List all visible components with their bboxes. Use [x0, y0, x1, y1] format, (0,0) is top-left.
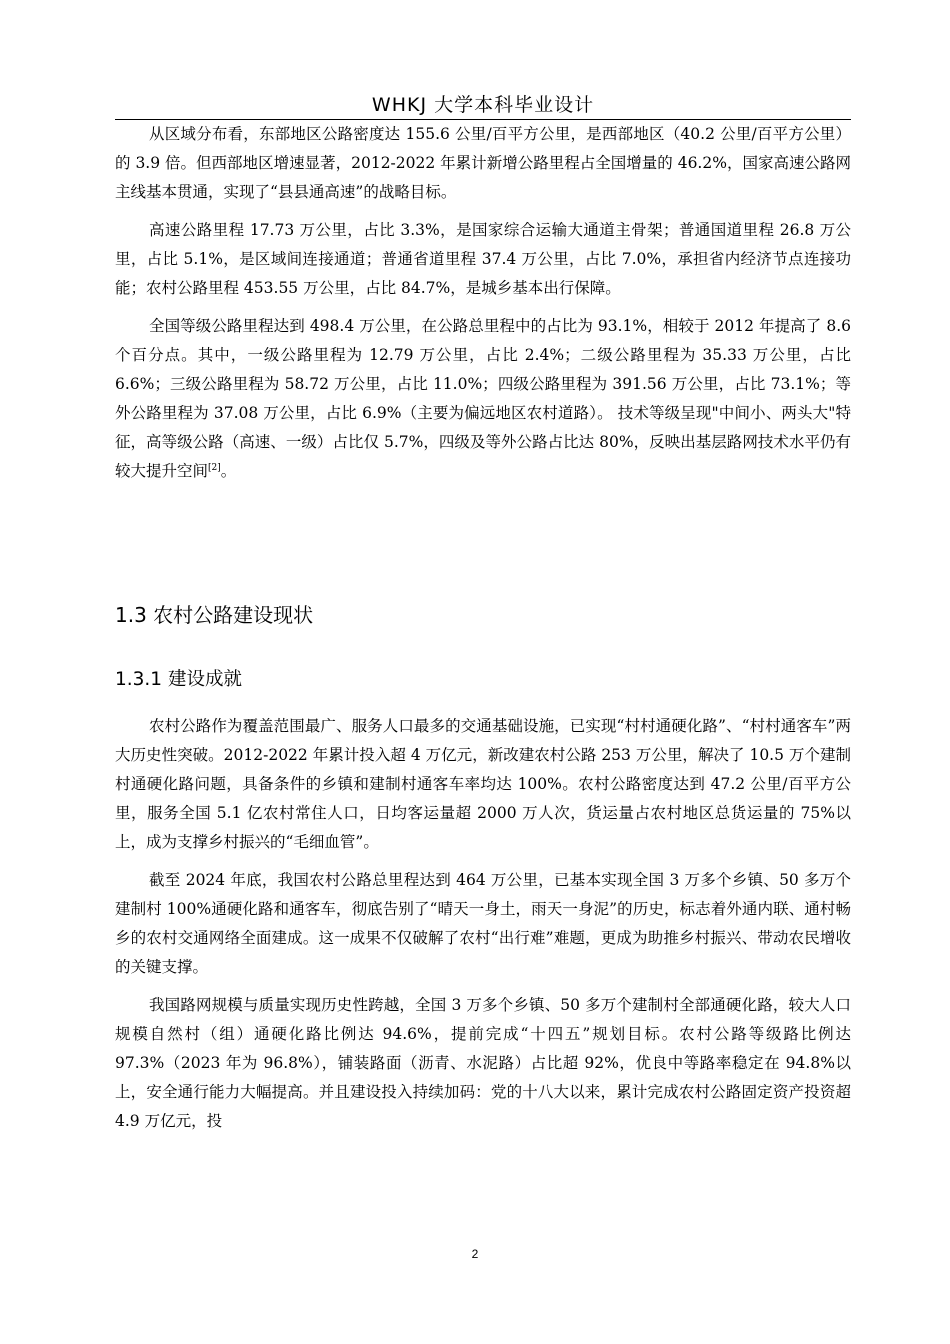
citation-reference: [2] — [208, 462, 221, 473]
page-number: 2 — [471, 1247, 479, 1261]
paragraph: 高速公路里程 17.73 万公里，占比 3.3%，是国家综合运输大通道主骨架；普通国道里程 26.8 万公里，占比 5.1%，是区域间连接通道；普通省道里程 37.4 万公里，占比 7.0%，承担省内经济节点连接功能；农村公路里程 453.55 万公里，占比 84.7%，是城乡基本出行保障。 — [115, 221, 851, 297]
paragraph-end: 。 — [220, 462, 237, 480]
paragraph — [115, 312, 851, 486]
paragraph: 截至 2024 年底，我国农村公路总里程达到 464 万公里，已基本实现全国 3 万多个乡镇、50 多万个建制村 100%通硬化路和通客车，彻底告别了“晴天一身土，雨天一身泥”的历史，标志着外通内联、通村畅乡的农村交通网络全面建成。这一成果不仅破解了农村“出行难”难题，更成为助推乡村振兴、带动农民增收的关键支撑。 — [115, 871, 851, 976]
paragraph-text: 全国等级公路里程达到 498.4 万公里，在公路总里程中的占比为 93.1%，相较于 2012 年提高了 8.6 个百分点。其中，一级公路里程为 12.79 万公里，占比 2.4%；二级公路里程为 35.33 万公里，占比 6.6%；三级公路里程为 58.72 万公里，占比 11.0%；四级公路里程为 391.56 万公里，占比 73.1%；等外公路里程为 37.08 万公里，占比 6.9%（主要为偏远地区农村道路）。 技术等级呈现"中间小、两头大"特征，高等级公路（高速、一级）占比仅 5.7%，四级及等外公路占比达 80%，反映出基层路网技术水平仍有较大提升空间 — [115, 317, 851, 480]
page-header: WHKJ 大学本科毕业设计 — [371, 94, 595, 116]
section-heading: 1.3 农村公路建设现状 — [115, 603, 314, 627]
paragraph: 我国路网规模与质量实现历史性跨越，全国 3 万多个乡镇、50 多万个建制村全部通硬化路，较大人口规模自然村（组）通硬化路比例达 94.6%，提前完成“十四五”规划目标。农村公路等级路比例达 97.3%（2023 年为 96.8%），铺装路面（沥青、水泥路）占比超 92%，优良中等路率稳定在 94.8%以上，安全通行能力大幅提高。并且建设投入持续加码：党的十八大以来，累计完成农村公路固定资产投资超 4.9 万亿元，投 — [115, 996, 851, 1130]
body-text-top — [115, 120, 851, 495]
subsection-heading: 1.3.1 建设成就 — [115, 669, 242, 690]
body-text-bottom — [115, 712, 851, 1145]
paragraph: 农村公路作为覆盖范围最广、服务人口最多的交通基础设施，已实现“村村通硬化路”、“村村通客车”两大历史性突破。2012-2022 年累计投入超 4 万亿元，新改建农村公路 253 万公里，解决了 10.5 万个建制村通硬化路问题，具备条件的乡镇和建制村通客车率均达 100%。农村公路密度达到 47.2 公里/百平方公里，服务全国 5.1 亿农村常住人口，日均客运量超 2000 万人次，货运量占农村地区总货运量的 75%以上，成为支撑乡村振兴的“毛细血管”。 — [115, 717, 851, 851]
paragraph: 从区域分布看，东部地区公路密度达 155.6 公里/百平方公里，是西部地区（40.2 公里/百平方公里）的 3.9 倍。但西部地区增速显著，2012-2022 年累计新增公路里程占全国增量的 46.2%，国家高速公路网主线基本贯通，实现了“县县通高速”的战略目标。 — [115, 125, 851, 201]
